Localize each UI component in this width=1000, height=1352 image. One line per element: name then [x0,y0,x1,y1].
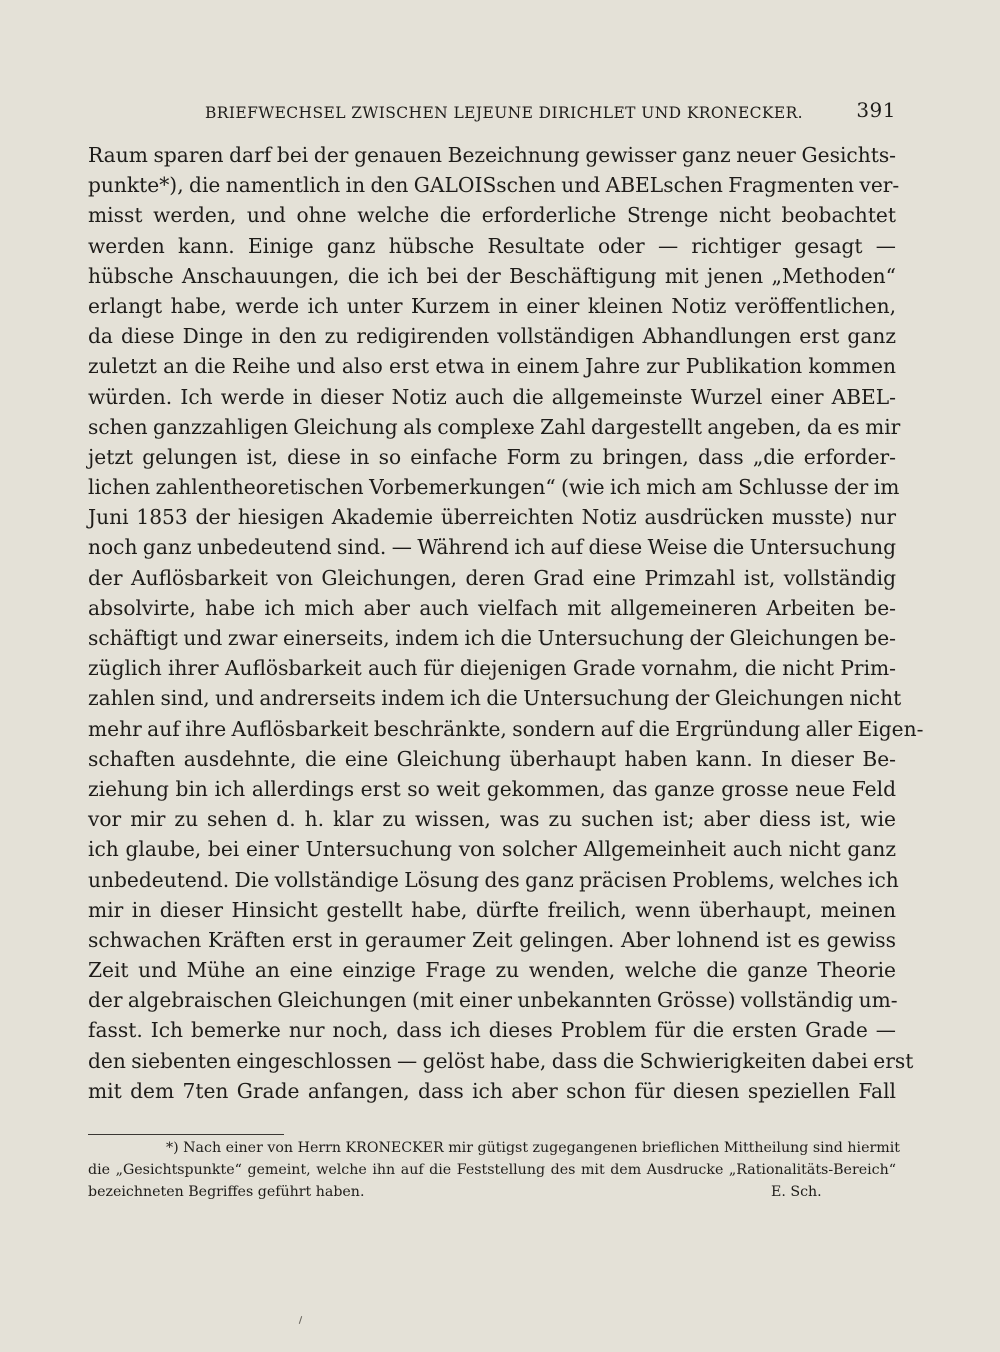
footnote [88,1137,900,1203]
page-number: 391 [856,98,896,122]
body-line: schen ganzzahligen Gleichung als complexe Zahl dargestellt angeben, da es mir [88,414,901,439]
footnote-divider [88,1134,284,1135]
body-line: würden. Ich werde in dieser Notiz auch die allgemeinste Wurzel einer ABEL- [88,384,896,409]
body-text [88,140,924,1106]
body-line: züglich ihrer Auflösbarkeit auch für diejenigen Grade vornahm, die nicht Prim- [88,656,896,681]
body-line: zahlen sind, und andrerseits indem ich die Untersuchung der Gleichungen nicht [88,686,902,711]
body-line: jetzt gelungen ist, diese in so einfache Form zu bringen, dass „die erforder- [88,444,896,469]
body-line: der Auflösbarkeit von Gleichungen, deren Grad eine Primzahl ist, vollständig [88,565,896,590]
body-line: erlangt habe, werde ich unter Kurzem in einer kleinen Notiz veröffentlichen, [88,293,896,318]
body-line: misst werden, und ohne welche die erforderliche Strenge nicht beobachtet [88,203,896,228]
body-line: werden kann. Einige ganz hübsche Resultate oder — richtiger gesagt — [88,233,896,258]
body-line: zuletzt an die Reihe und also erst etwa in einem Jahre zur Publikation kommen [88,354,896,379]
body-line: ziehung bin ich allerdings erst so weit gekommen, das ganze grosse neue Feld [88,776,896,801]
body-line: noch ganz unbedeutend sind. — Während ich auf diese Weise die Untersuchung [88,535,896,560]
body-line: absolvirte, habe ich mich aber auch vielfach mit allgemeineren Arbeiten be- [88,595,896,620]
body-line: Zeit und Mühe an eine einzige Frage zu wenden, welche die ganze Theorie [88,958,896,983]
body-line: mir in dieser Hinsicht gestellt habe, dürfte freilich, wenn überhaupt, meinen [88,897,896,922]
running-title: BRIEFWECHSEL ZWISCHEN LEJEUNE DIRICHLET UND KRONECKER. [205,104,804,122]
body-line: Raum sparen darf bei der genauen Bezeichnung gewisser ganz neuer Gesichts- [88,143,896,167]
body-line: vor mir zu sehen d. h. klar zu wissen, was zu suchen ist; aber diess ist, wie [88,807,896,832]
body-line: unbedeutend. Die vollständige Lösung des ganz präcisen Problems, welches ich [88,867,899,892]
footnote-signature: E. Sch. [771,1184,822,1200]
footnote-line: bezeichneten Begriffes geführt haben. [88,1184,365,1200]
body-line: schwachen Kräften erst in geraumer Zeit gelingen. Aber lohnend ist es gewiss [88,927,896,952]
body-line: der algebraischen Gleichungen (mit einer unbekannten Grösse) vollständig um- [88,988,898,1013]
body-line: den siebenten eingeschlossen — gelöst habe, dass die Schwierigkeiten dabei erst [88,1048,914,1073]
body-line: hübsche Anschauungen, die ich bei der Beschäftigung mit jenen „Methoden“ [88,263,896,288]
body-line: mit dem 7ten Grade anfangen, dass ich aber schon für diesen speziellen Fall [88,1078,896,1103]
body-line: schäftigt und zwar einerseits, indem ich die Untersuchung der Gleichungen be- [88,626,896,650]
body-line: schaften ausdehnte, die eine Gleichung überhaupt haben kann. In dieser Be- [88,746,896,771]
body-line: mehr auf ihre Auflösbarkeit beschränkte, sondern auf die Ergründung aller Eigen- [88,716,924,741]
body-line: lichen zahlentheoretischen Vorbemerkungen“ (wie ich mich am Schlusse der im [88,475,900,500]
body-line: punkte*), die namentlich in den GALOISschen und ABELschen Fragmenten ver- [88,173,900,198]
footnote-line: die „Gesichtspunkte“ gemeint, welche ihn auf die Feststellung des mit dem Ausdrucke „Rationalitäts-Bereich“ [88,1162,896,1178]
stray-ink-mark [299,1316,302,1324]
footnote-line: *) Nach einer von Herrn KRONECKER mir gütigst zugegangenen brieflichen Mittheilung sind hiermit [166,1140,900,1156]
running-head [88,98,896,128]
body-line: Juni 1853 der hiesigen Akademie überreichten Notiz ausdrücken musste) nur [88,505,896,530]
body-line: ich glaube, bei einer Untersuchung von solcher Allgemeinheit auch nicht ganz [88,837,896,862]
footnote-last-line [88,1181,896,1203]
body-line: fasst. Ich bemerke nur noch, dass ich dieses Problem für die ersten Grade — [88,1018,896,1043]
body-line: da diese Dinge in den zu redigirenden vollständigen Abhandlungen erst ganz [88,324,896,349]
